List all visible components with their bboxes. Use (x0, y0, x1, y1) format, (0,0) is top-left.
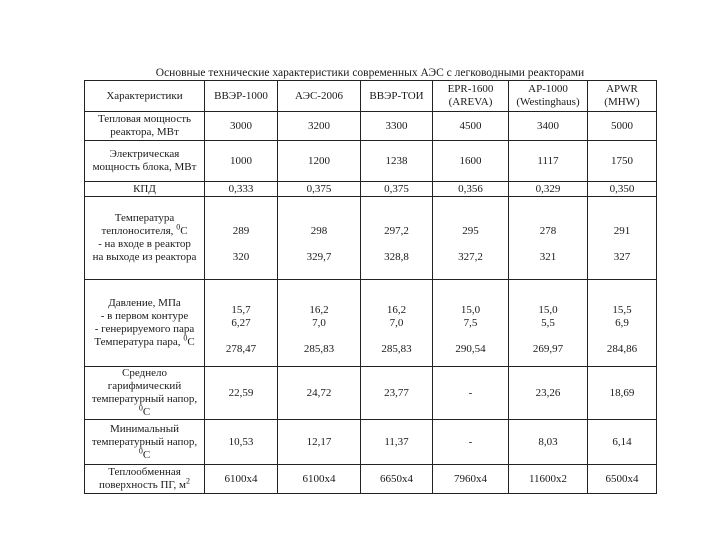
header-cell: APWR (MHW) (588, 81, 657, 112)
table-cell: 6100x4 (278, 465, 361, 494)
table-cell: 0,329 (509, 182, 588, 197)
primary-value: 15,0 (460, 303, 481, 316)
table-cell: 0,350 (588, 182, 657, 197)
table-cell: 5000 (588, 112, 657, 141)
temp-label-unit: C (180, 225, 188, 237)
min-label-unit: C (142, 448, 151, 461)
table-cell: - (433, 367, 509, 420)
table-cell (433, 197, 509, 280)
outlet-value: 329,7 (306, 251, 332, 263)
degree-symbol: 0 (183, 333, 188, 343)
table-row (85, 197, 657, 280)
table-cell: 23,26 (509, 367, 588, 420)
steam-temp-value: 278,47 (225, 342, 257, 355)
table-cell: 1600 (433, 141, 509, 182)
row-label (85, 420, 205, 465)
header-cell: AP-1000 (Westinghaus) (509, 81, 588, 112)
table-cell: 1117 (509, 141, 588, 182)
steam-value: 6,9 (615, 316, 629, 329)
row-label: Электрическая мощность блока, МВт (85, 141, 205, 182)
table-cell: 7960x4 (433, 465, 509, 494)
table-title: Основные технические характеристики современных АЭС с легководными реакторами (155, 67, 585, 79)
header-cell: ВВЭР-ТОИ (361, 81, 433, 112)
steam-temp-value: 285,83 (303, 342, 335, 355)
press-label-steam: - генерируемого пара (94, 323, 195, 335)
steam-temp-value: 284,86 (606, 342, 638, 355)
inlet-value: 289 (232, 225, 250, 237)
area-label: Теплообменная поверхность ПГ, м (98, 466, 187, 491)
degree-symbol: 0 (138, 403, 143, 413)
table-cell: 6100x4 (205, 465, 278, 494)
header-cell: Характеристики (85, 81, 205, 112)
table-cell: 8,03 (509, 420, 588, 465)
table-cell: 3400 (509, 112, 588, 141)
table-cell (509, 197, 588, 280)
table-cell (205, 280, 278, 367)
table-cell (588, 280, 657, 367)
outlet-value: 327 (613, 251, 631, 263)
table-cell: 23,77 (361, 367, 433, 420)
steam-temp-value: 285,83 (381, 342, 412, 355)
steam-value: 7,0 (389, 316, 404, 329)
table-cell: - (433, 420, 509, 465)
table-row (85, 141, 657, 182)
temp-label-main: Температура теплоносителя, (101, 212, 177, 237)
row-label (85, 367, 205, 420)
table-cell (588, 197, 657, 280)
table-cell: 3300 (361, 112, 433, 141)
table-cell: 6650x4 (361, 465, 433, 494)
table-cell: 4500 (433, 112, 509, 141)
primary-value: 15,0 (538, 303, 558, 316)
table-cell (361, 197, 433, 280)
table-cell: 3000 (205, 112, 278, 141)
table-cell: 24,72 (278, 367, 361, 420)
table-cell (509, 280, 588, 367)
steam-value: 5,5 (541, 316, 555, 329)
steam-value: 7,0 (312, 316, 326, 329)
table-row (85, 367, 657, 420)
table-cell (433, 280, 509, 367)
primary-value: 15,7 (231, 303, 251, 316)
specs-table (84, 80, 657, 494)
table-cell: 6,14 (588, 420, 657, 465)
table-row (85, 465, 657, 494)
table-cell: 18,69 (588, 367, 657, 420)
degree-symbol: 0 (176, 222, 181, 232)
outlet-value: 328,8 (384, 251, 409, 263)
press-label-main: Давление, МПа (108, 297, 181, 309)
table-row (85, 420, 657, 465)
press-label-primary: - в первом контуре (100, 310, 189, 322)
primary-value: 16,2 (309, 303, 329, 316)
primary-value: 15,5 (612, 303, 632, 316)
table-cell (361, 280, 433, 367)
table-row (85, 182, 657, 197)
table-cell: 0,356 (433, 182, 509, 197)
table-cell: 1750 (588, 141, 657, 182)
min-label: Минимальный температурный напор, (91, 422, 198, 448)
header-cell: ВВЭР-1000 (205, 81, 278, 112)
steam-temp-value: 269,97 (532, 342, 564, 355)
inlet-value: 297,2 (384, 225, 409, 237)
table-cell: 1238 (361, 141, 433, 182)
table-cell (278, 280, 361, 367)
temp-label-inlet: - на входе в реактор (98, 238, 191, 250)
table-cell: 6500x4 (588, 465, 657, 494)
table-cell: 0,375 (278, 182, 361, 197)
table-cell: 3200 (278, 112, 361, 141)
inlet-value: 298 (310, 225, 328, 237)
table-cell: 10,53 (205, 420, 278, 465)
steam-value: 6,27 (231, 316, 251, 329)
inlet-value: 278 (539, 225, 557, 237)
row-label: КПД (85, 182, 205, 197)
outlet-value: 327,2 (458, 251, 483, 263)
table-cell (278, 197, 361, 280)
sred-label: Среднело гарифмический температурный напор, (91, 367, 198, 405)
row-label: Тепловая мощность реактора, МВт (85, 112, 205, 141)
degree-symbol: 0 (138, 445, 143, 455)
table-cell: 1000 (205, 141, 278, 182)
outlet-value: 320 (232, 251, 250, 263)
temp-label-outlet: на выходе из реактора (92, 251, 197, 263)
press-label-temp: Температура пара, (94, 336, 184, 348)
header-cell: АЭС-2006 (278, 81, 361, 112)
table-cell: 0,333 (205, 182, 278, 197)
table-cell: 22,59 (205, 367, 278, 420)
inlet-value: 295 (462, 225, 479, 237)
header-row (85, 81, 657, 112)
steam-temp-value: 290,54 (455, 342, 486, 355)
primary-value: 16,2 (386, 303, 407, 316)
inlet-value: 291 (613, 225, 631, 237)
table-cell: 12,17 (278, 420, 361, 465)
table-cell: 11,37 (361, 420, 433, 465)
table-row (85, 280, 657, 367)
outlet-value: 321 (539, 251, 557, 263)
sred-label-unit: C (142, 406, 151, 418)
table-row (85, 112, 657, 141)
table-cell: 0,375 (361, 182, 433, 197)
table-cell (205, 197, 278, 280)
row-label (85, 465, 205, 494)
row-label (85, 197, 205, 280)
press-label-unit: C (187, 336, 195, 348)
row-label (85, 280, 205, 367)
steam-value: 7,5 (463, 316, 478, 329)
area-label-unit: 2 (186, 476, 191, 486)
table-cell: 11600x2 (509, 465, 588, 494)
header-cell: EPR-1600 (AREVA) (433, 81, 509, 112)
table-cell: 1200 (278, 141, 361, 182)
